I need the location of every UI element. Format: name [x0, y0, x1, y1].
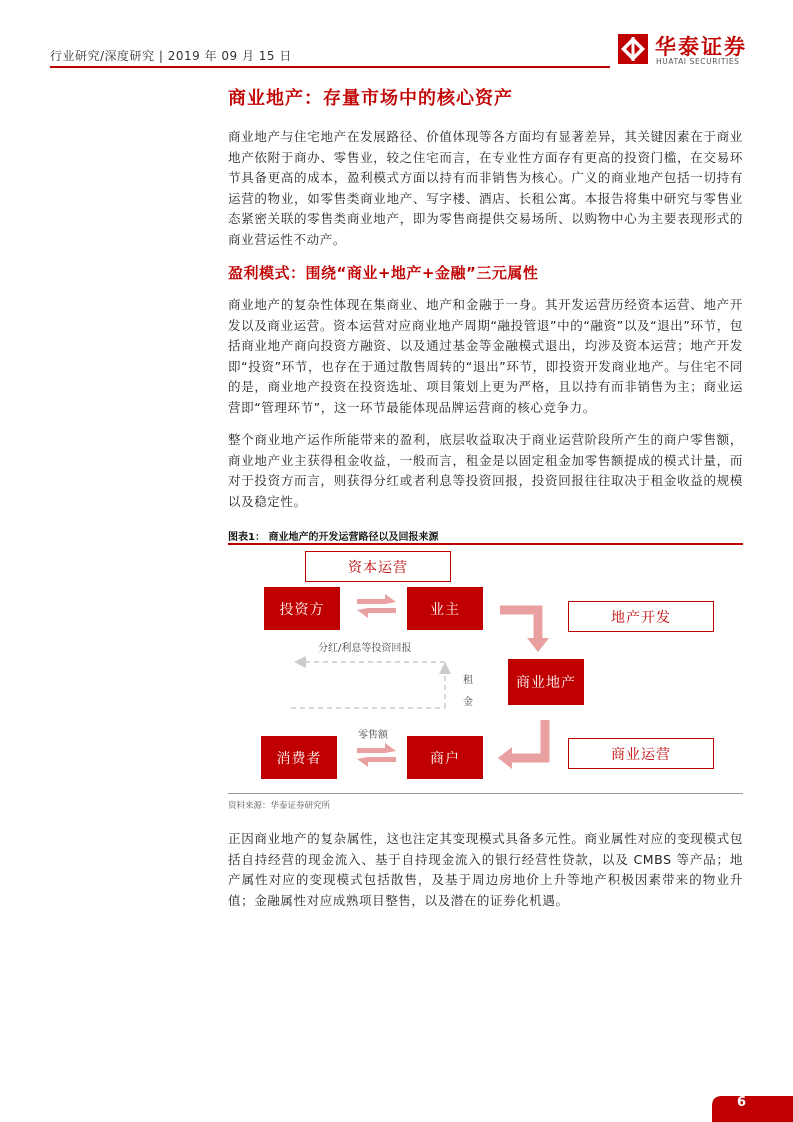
page-number: 6 — [737, 1095, 747, 1110]
section-title-profit-model: 盈利模式：围绕“商业+地产+金融”三元属性 — [228, 264, 539, 282]
figure-source: 资料来源：华泰证券研究所 — [228, 801, 331, 811]
section-title-core-asset: 商业地产：存量市场中的核心资产 — [228, 88, 513, 109]
huatai-logo — [617, 33, 757, 69]
owner-box: 业主 — [407, 587, 483, 630]
header-divider — [50, 66, 610, 68]
commercial-ops-box: 商业运营 — [568, 738, 714, 769]
capital-ops-box: 资本运营 — [305, 551, 451, 582]
consumer-box: 消费者 — [261, 736, 337, 779]
real-estate-dev-box: 地产开发 — [568, 601, 714, 632]
commercial-re-to-merchant-arrow — [510, 720, 545, 758]
page-header — [0, 0, 793, 70]
figure-bottom-rule — [228, 793, 743, 794]
logo-chinese-name: 华泰证券 — [655, 35, 747, 59]
logo-english-name: HUATAI SECURITIES — [656, 57, 740, 66]
owner-to-commercial-re-arrow — [500, 610, 538, 640]
merchant-box: 商户 — [407, 736, 483, 779]
retail-sales-label: 零售额 — [358, 730, 388, 741]
profit-model-paragraph-2: 整个商业地产运作所能带来的盈利，底层收益取决于商业运营阶段所产生的商户零售额，商业地产业主获得租金收益，一般而言，租金是以固定租金加零售额提成的模式计量，而对于投资方而言，则获得分红或者利息等投资回报，投资回报往往取决于租金收益的规模以及稳定性。 — [228, 432, 743, 509]
merchant-consumer-double-arrow — [357, 743, 396, 767]
intro-paragraph: 商业地产与住宅地产在发展路径、价值体现等各方面均有显著差异，其关键因素在于商业地产依附于商办、零售业，较之住宅而言，在专业性方面存有更高的投资门槛，在交易环节具备更高的成本，盈利模式方面以持有而非销售为核心。广义的商业地产包括一切持有运营的物业，如零售类商业地产、写字楼、酒店、长租公寓。本报告将集中研究与零售业态紧密关联的零售类商业地产，即为零售商提供交易场所、以购物中心为主要表现形式的商业营运性不动产。 — [228, 129, 743, 247]
breadcrumb: 行业研究/深度研究 | 2019 年 09 月 15 日 — [50, 49, 292, 63]
page-number-tab — [712, 1096, 793, 1122]
rent-label: 租金 — [463, 675, 473, 708]
investor-owner-double-arrow — [357, 594, 396, 618]
investor-box: 投资方 — [264, 587, 340, 630]
figure-top-rule — [228, 543, 743, 545]
figure-title: 图表1： 商业地产的开发运营路径以及回报来源 — [228, 532, 439, 543]
huatai-logo-icon — [617, 33, 649, 65]
profit-model-paragraph-1: 商业地产的复杂性体现在集商业、地产和金融于一身。其开发运营历经资本运营、地产开发以及商业运营。资本运营对应商业地产周期“融投管退”中的“融资”以及“退出”环节，包括商业地产商向投资方融资、以及通过基金等金融模式退出，均涉及资本运营；地产开发即“投资”环节，也存在于通过散售周转的“退出”环节，即投资开发商业地产。与住宅不同的是，商业地产投资在投资选址、项目策划上更为严格，且以持有而非销售为主；商业运营即“管理环节”，这一环节最能体现品牌运营商的核心竞争力。 — [228, 297, 743, 415]
commercial-re-box: 商业地产 — [508, 659, 584, 705]
monetization-paragraph: 正因商业地产的复杂属性，这也注定其变现模式具备多元性。商业属性对应的变现模式包括自持经营的现金流入、基于自持现金流入的银行经营性贷款，以及 CMBS 等产品；地产属性对应的变现模式包括散售，及基于周边房地价上升等地产积极因素带来的物业升值；金融属性对应成熟项目整售，以及潜在的证券化机遇。 — [228, 831, 743, 908]
dividend-label: 分红/利息等投资回报 — [318, 643, 412, 654]
